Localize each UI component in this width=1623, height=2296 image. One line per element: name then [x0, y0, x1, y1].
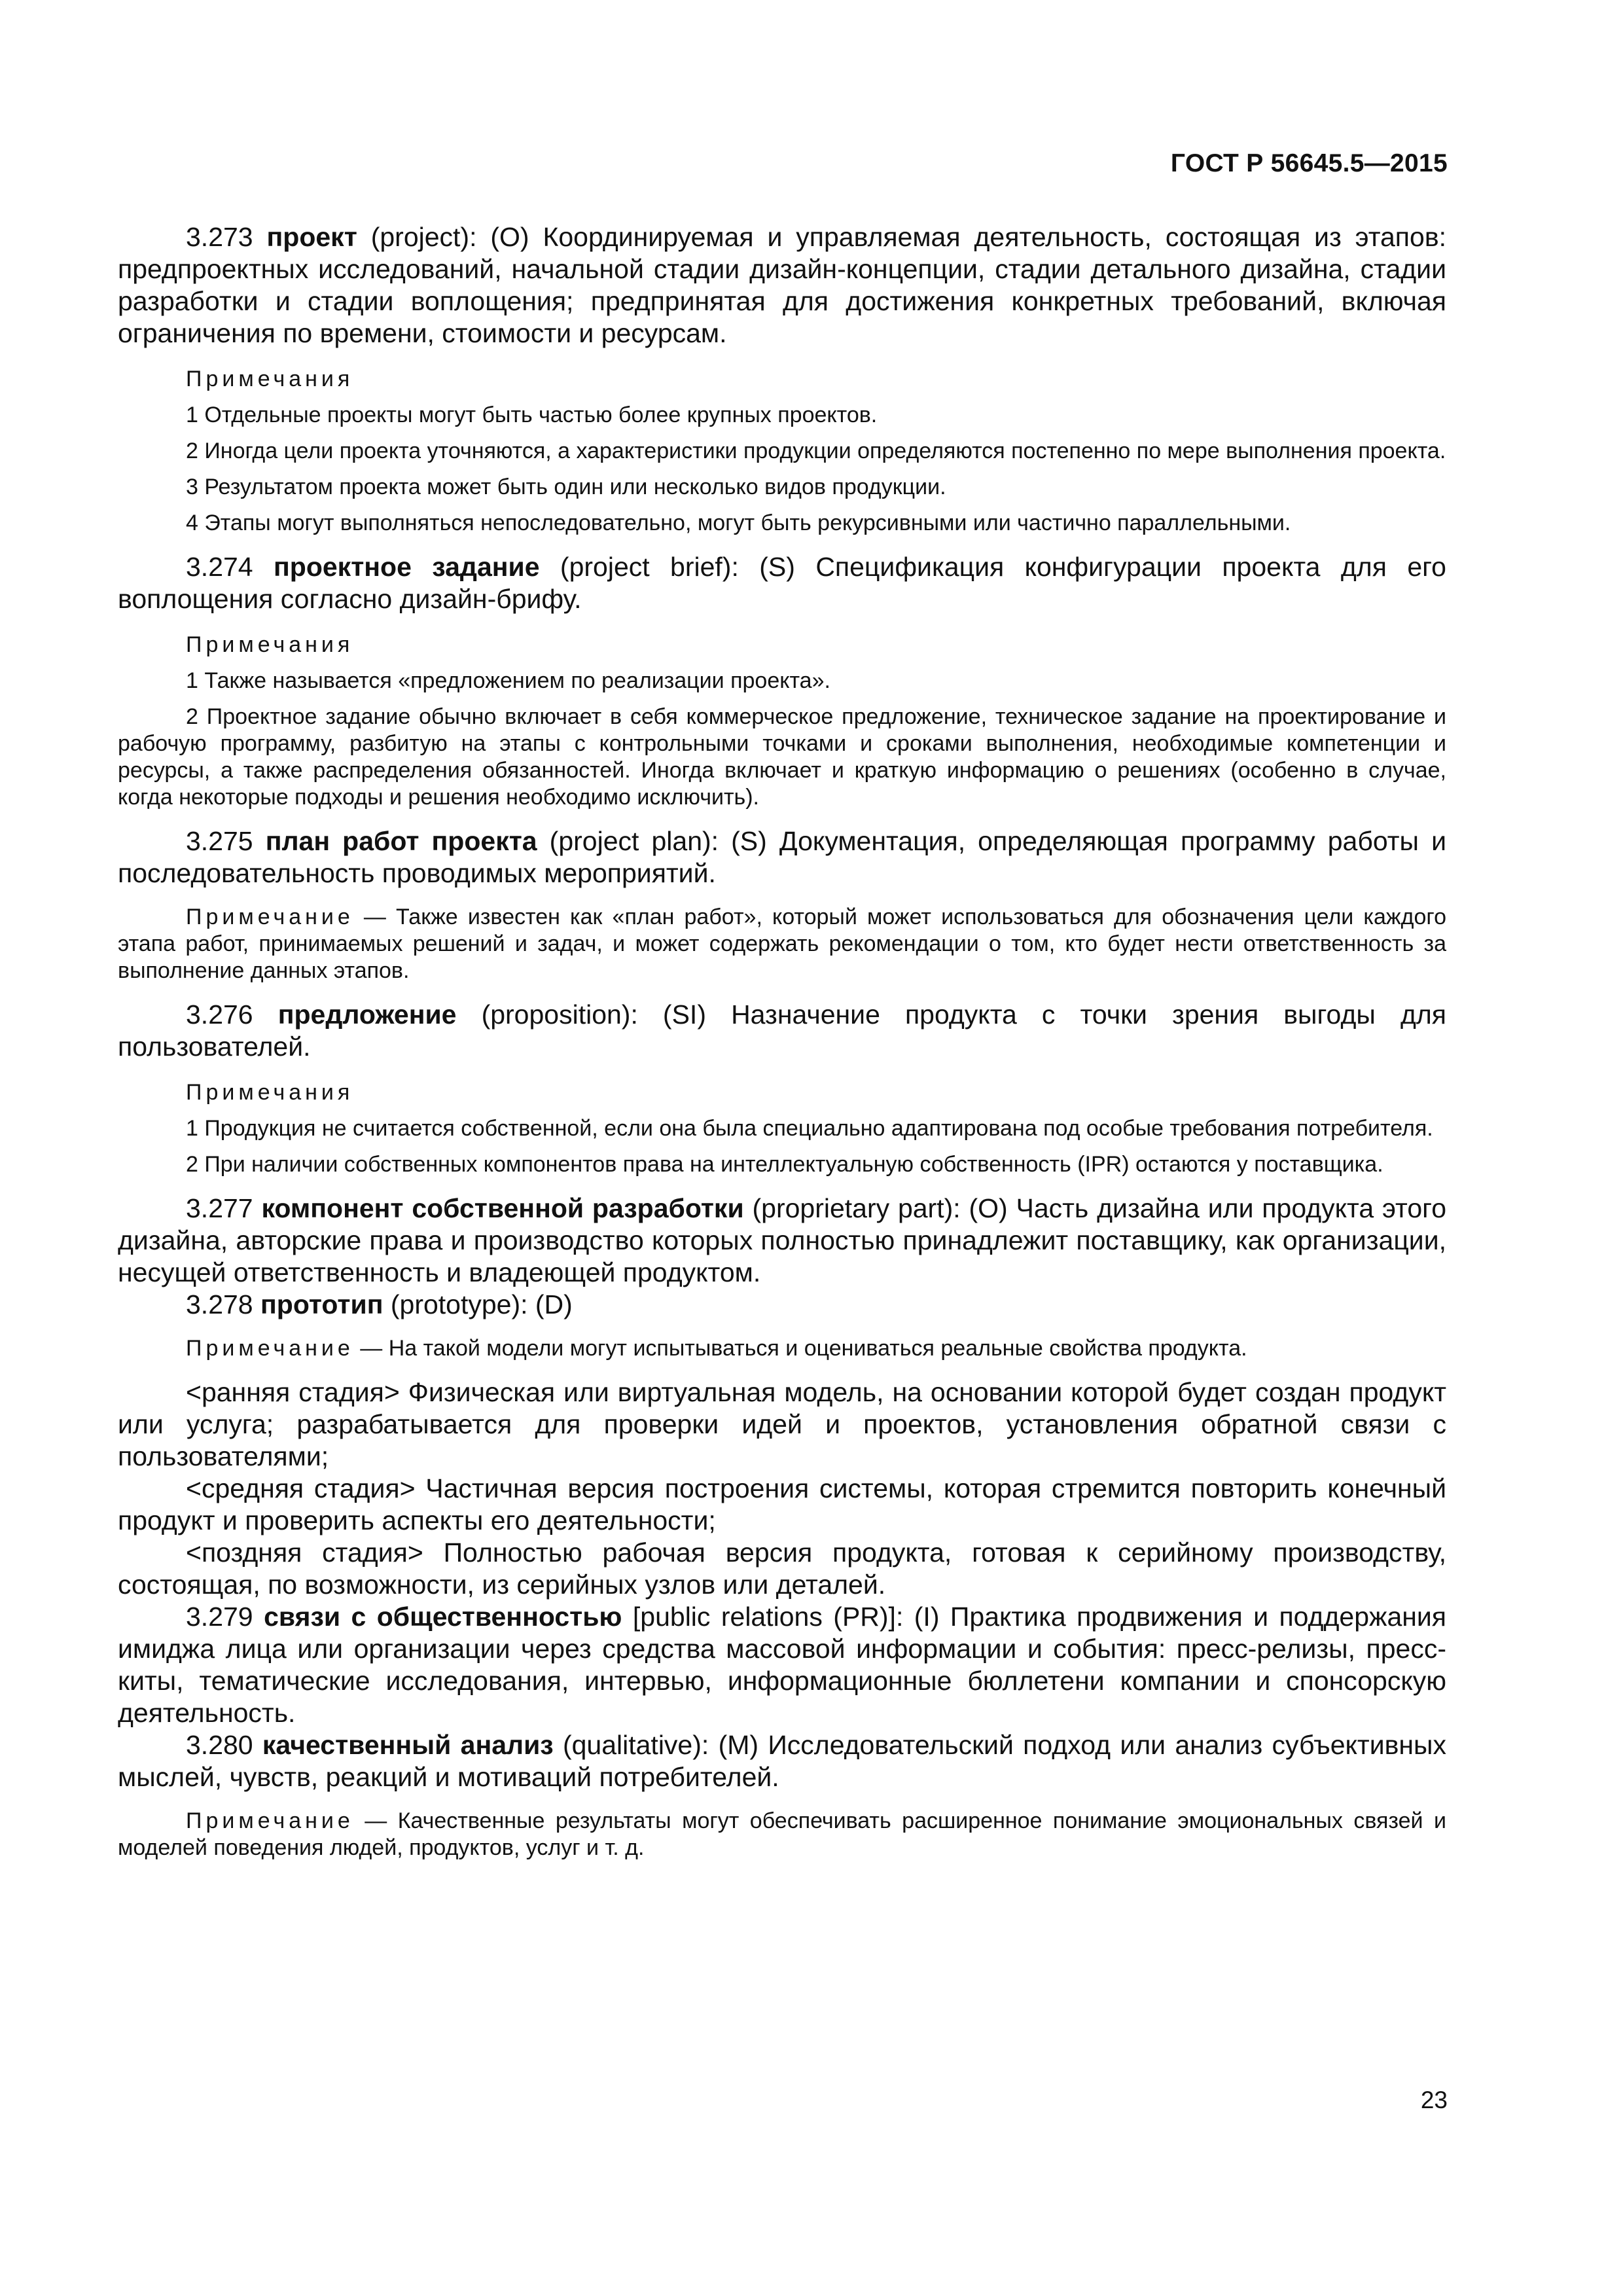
term-number: 3.280: [186, 1730, 253, 1760]
term-3-274: [118, 551, 1446, 615]
term-definition: (qualitative): (M) Исследовательский подход или анализ субъективных мыслей, чувств, реакций и мотиваций потребителей.: [118, 1730, 1446, 1792]
term-definition: (proposition): (SI) Назначение продукта с точки зрения выгоды для пользователей.: [118, 999, 1446, 1062]
term-number: 3.275: [186, 826, 253, 856]
term-title: проект: [266, 222, 357, 252]
note: [118, 904, 1446, 984]
note-text: — Качественные результаты могут обеспечивать расширенное понимание эмоциональных связей и моделей поведения людей, продуктов, услуг и т. д.: [118, 1808, 1446, 1860]
notes-3-278: [118, 1335, 1446, 1362]
note-text: — На такой модели могут испытываться и оцениваться реальные свойства продукта.: [353, 1336, 1247, 1361]
term-title: предложение: [277, 999, 457, 1030]
prototype-early-stage: <ранняя стадия> Физическая или виртуальная модель, на основании которой будет создан продукт или услуга; разрабатывается для проверки идей и проектов, установления обратной связи с пользователями;: [118, 1377, 1446, 1471]
term-title: компонент собственной разработки: [261, 1193, 744, 1223]
term-3-279: [118, 1601, 1446, 1729]
term-number: 3.277: [186, 1193, 253, 1223]
note: 4 Этапы могут выполняться непоследовательно, могут быть рекурсивными или частично параллельными.: [186, 511, 1291, 535]
note-label: Примечание: [186, 905, 354, 929]
term-title: связи с общественностью: [264, 1602, 622, 1632]
term-title: проектное задание: [274, 552, 540, 582]
notes-heading: Примечания: [186, 1080, 354, 1105]
note: 2 Иногда цели проекта уточняются, а характеристики продукции определяются постепенно по мере выполнения проекта.: [186, 439, 1446, 463]
term-title: качественный анализ: [262, 1730, 554, 1760]
note: 2 При наличии собственных компонентов права на интеллектуальную собственность (IPR) остаются у поставщика.: [186, 1152, 1383, 1177]
term-title: прототип: [260, 1289, 383, 1319]
term-number: 3.278: [186, 1289, 253, 1319]
term-3-280: [118, 1729, 1446, 1793]
term-number: 3.276: [186, 999, 253, 1030]
term-definition: [public relations (PR)]: (I) Практика продвижения и поддержания имиджа лица или организации через средства массовой информации и события: пресс-релизы, пресс-киты, тематические исследования, интервью, информационные бюллетени компании и спонсорскую деятельность.: [118, 1602, 1446, 1728]
term-definition: (project plan): (S) Документация, определяющая программу работы и последовательность проводимых мероприятий.: [118, 826, 1446, 888]
note-label: Примечание: [186, 1336, 354, 1361]
term-3-275: [118, 825, 1446, 889]
note: 2 Проектное задание обычно включает в себя коммерческое предложение, техническое задание на проектирование и рабочую программу, разбитую на этапы с контрольными точками и сроками выполнения, необходимые компетенции и ресурсы, а также распределения обязанностей. Иногда включает и краткую информацию о решениях (особенно в случае, когда некоторые подходы и решения необходимо исключить).: [118, 704, 1446, 810]
term-number: 3.279: [186, 1602, 253, 1632]
term-number: 3.273: [186, 222, 253, 252]
term-3-277: [118, 1193, 1446, 1289]
term-number: 3.274: [186, 552, 253, 582]
notes-3-280: [118, 1808, 1446, 1861]
notes-3-276: [118, 1077, 1446, 1178]
note: 1 Отдельные проекты могут быть частью более крупных проектов.: [186, 403, 878, 427]
notes-3-274: [118, 630, 1446, 811]
term-3-276: [118, 999, 1446, 1063]
term-3-273: [118, 221, 1446, 350]
note: 1 Также называется «предложением по реализации проекта».: [186, 668, 830, 693]
page-number: 23: [1420, 2087, 1448, 2113]
note: [118, 1335, 1446, 1362]
note-label: Примечание: [186, 1808, 354, 1833]
term-title: план работ проекта: [265, 826, 537, 856]
note: 3 Результатом проекта может быть один или несколько видов продукции.: [186, 475, 946, 499]
notes-3-275: [118, 904, 1446, 984]
note: [118, 1808, 1446, 1861]
document-body: [118, 221, 1446, 1876]
prototype-late-stage: <поздняя стадия> Полностью рабочая версия продукта, готовая к серийному производству, состоящая, по возможности, из серийных узлов или деталей.: [118, 1537, 1446, 1600]
notes-heading: Примечания: [186, 367, 354, 391]
note: 1 Продукция не считается собственной, если она была специально адаптирована под особые требования потребителя.: [186, 1116, 1433, 1141]
notes-heading: Примечания: [186, 632, 354, 657]
term-3-278: [118, 1289, 1446, 1321]
term-definition: (project): (O) Координируемая и управляемая деятельность, состоящая из этапов: предпроектных исследований, начальной стадии дизайн-концепции, стадии детального дизайна, стадии разработки и стадии воплощения; предпринятая для достижения конкретных требований, включая ограничения по времени, стоимости и ресурсам.: [118, 222, 1446, 348]
note-text: — Также известен как «план работ», который может использоваться для обозначения цели каждого этапа работ, принимаемых решений и задач, и может содержать рекомендации о том, кто будет нести ответственность за выполнение данных этапов.: [118, 905, 1446, 983]
document-code: ГОСТ Р 56645.5—2015: [1170, 149, 1448, 177]
term-definition: (prototype): (D): [383, 1289, 573, 1319]
prototype-middle-stage: <средняя стадия> Частичная версия построения системы, которая стремится повторить конечный продукт и проверить аспекты его деятельности;: [118, 1473, 1446, 1535]
term-definition: (proprietary part): (O) Часть дизайна или продукта этого дизайна, авторские права и производство которых полностью принадлежит поставщику, как организации, несущей ответственность и владеющей продуктом.: [118, 1193, 1446, 1287]
notes-3-273: [118, 364, 1446, 537]
term-definition: (project brief): (S) Спецификация конфигурации проекта для его воплощения согласно дизайн-брифу.: [118, 552, 1446, 614]
